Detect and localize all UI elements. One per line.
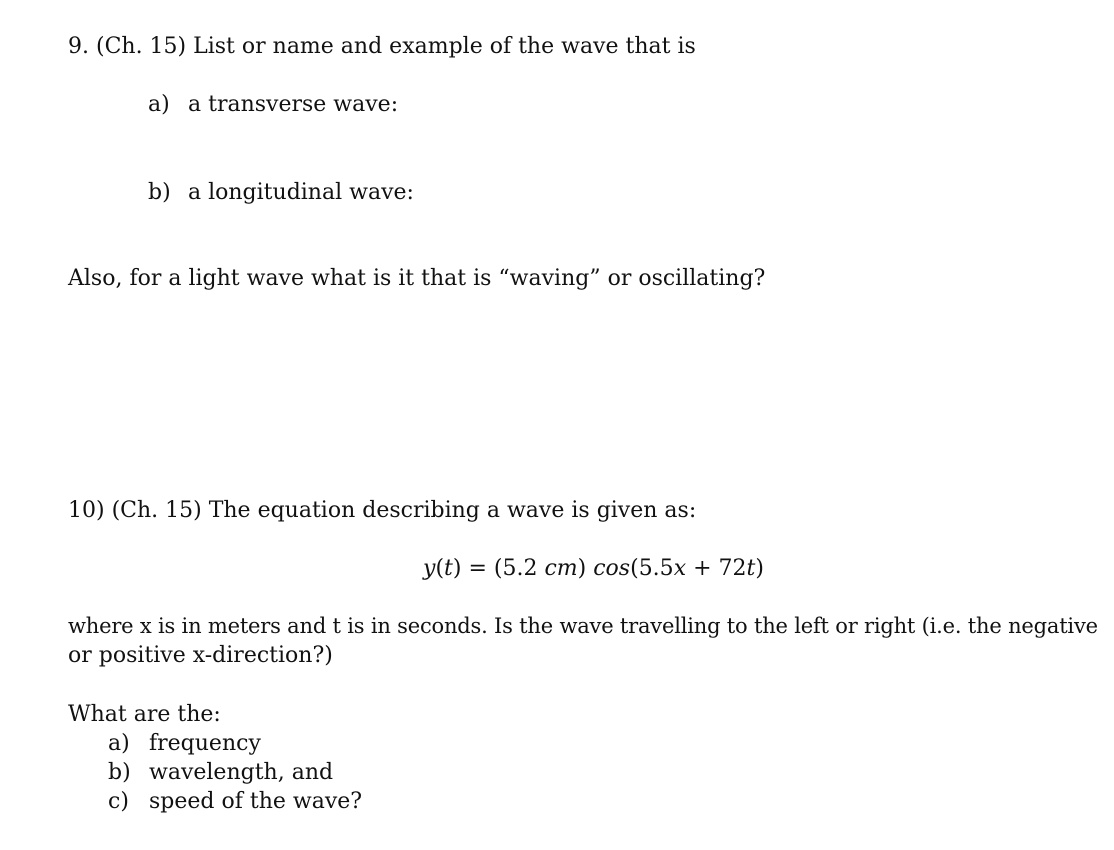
eq-equals: = — [468, 556, 487, 581]
q10-what-are: What are the: — [68, 702, 221, 727]
eq-amp-unit: cm — [544, 556, 578, 581]
q9-item-b — [148, 180, 414, 206]
eq-xvar: x — [673, 556, 687, 581]
q9-item-a — [148, 92, 398, 118]
q9-followup: Also, for a light wave what is it that is “waving” or oscillating? — [68, 266, 766, 291]
wave-equation: y(t) = (5.2 cm) cos(5.5x + 72t) — [423, 556, 764, 581]
q10-item-a — [108, 731, 261, 757]
eq-func: cos — [593, 556, 631, 581]
q10-where-line2: or positive x-direction?) — [68, 643, 333, 668]
eq-k: 5.5 — [638, 556, 674, 581]
q9-item-b-text: a longitudinal wave: — [188, 180, 414, 205]
q10-heading: 10) (Ch. 15) The equation describing a wave is given as: — [68, 498, 697, 523]
eq-lhs-fn: y — [423, 556, 436, 581]
q10-item-b-text: wavelength, and — [149, 760, 334, 785]
q10-item-c — [108, 789, 362, 815]
q10-item-b — [108, 760, 333, 786]
q9-item-b-marker: b) — [148, 180, 171, 205]
eq-plus: + — [693, 556, 712, 581]
eq-lhs-var: t — [444, 556, 453, 581]
q10-item-a-marker: a) — [108, 731, 130, 756]
q10-item-b-marker: b) — [108, 760, 131, 785]
q10-item-a-text: frequency — [149, 731, 261, 756]
q9-item-a-text: a transverse wave: — [188, 92, 399, 117]
q9-heading: 9. (Ch. 15) List or name and example of the wave that is — [68, 34, 696, 59]
q10-item-c-marker: c) — [108, 789, 129, 814]
eq-omega: 72 — [718, 556, 747, 581]
q10-where-line1: where x is in meters and t is in seconds. Is the wave travelling to the left or right (i.e. the negative — [68, 614, 1098, 638]
q10-item-c-text: speed of the wave? — [149, 789, 363, 814]
q9-item-a-marker: a) — [148, 92, 170, 117]
eq-tvar: t — [746, 556, 756, 581]
eq-amplitude: 5.2 — [502, 556, 538, 581]
